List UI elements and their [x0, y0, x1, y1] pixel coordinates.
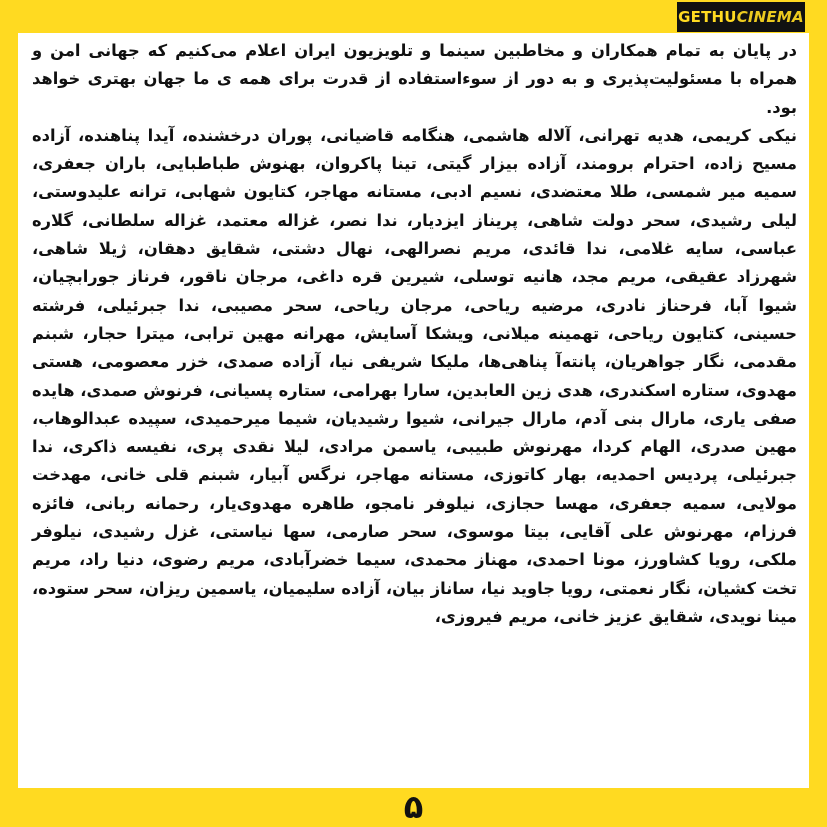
brand-logo [677, 2, 805, 32]
statement-text-panel [18, 33, 809, 788]
statement-intro: در پایان به تمام همکاران و مخاطبین سینما و تلویزیون ایران اعلام می‌کنیم که جهانی امن و همراه با مسئولیت‌پذیری و به دور از سوءاستفاده از قدرت برای همه ی ما جهان بهتری خواهد بود. [32, 41, 797, 117]
signatories-list: نیکی کریمی، هدیه تهرانی، آلاله هاشمی، هنگامه قاضیانی، پوران درخشنده، آیدا پناهنده، آزاده مسیح زاده، احترام برومند، آزاده بیزار گیتی، تینا پاکروان، بهنوش طباطبایی، باران جعفری، سمیه میر شمسی، طلا معتضدی، نسیم ادبی، مستانه مهاجر، کتایون شهابی، ترانه علیدوستی، لیلی رشیدی، سحر دولت شاهی، پریناز ایزدیار، ندا نصر، غزاله معتمد، غزاله سلطانی، گلاره عباسی، سایه غلامی، ندا قائدی، مریم نصرالهی، نهال دشتی، شقایق دهقان، ژیلا شاهی، شهرزاد عقیقی، مریم مجد، هانیه توسلی، شیرین قره داغی، مرجان ناقور، فرناز جورابچیان، شیوا آبا، فرحناز نادری، مرضیه ریاحی، مرجان ریاحی، سحر مصیبی، ندا جبرئیلی، فرشته حسینی، کتایون ریاحی، تهمینه میلانی، ویشکا آسایش، مهرانه مهین ترابی، میترا حجار، شبنم مقدمی، نگار جواهریان، پانته‌آ پناهی‌ها، ملیکا شریفی نیا، آزاده صمدی، خزر معصومی، هستی مهدوی، ستاره اسکندری، هدی زین العابدین، سارا بهرامی، ستاره پسیانی، فرنوش صمدی، هایده صفی یاری، مارال بنی آدم، مارال جیرانی، شیوا رشیدیان، شیما میرحمیدی، سپیده عبدالوهاب، مهین صدری، الهام کردا، مهرنوش طبیبی، یاسمن مرادی، لیلا نقدی پری، نفیسه ذاکری، ندا جبرئیلی، پردیس احمدیه، بهار کاتوزی، مستانه مهاجر، نرگس آبیار، شبنم قلی خانی، مهدخت مولایی، سمیه جعفری، مهسا حجازی، نیلوفر نامجو، طاهره مهدوی‌یار، رحمانه ربانی، فائزه فرزام، مهرنوش علی آقایی، بیتا موسوی، سحر صارمی، سها نیاستی، غزل رشیدی، نیلوفر ملکی، رویا کشاورز، مونا احمدی، مهناز محمدی، سیما خضرآبادی، مریم رضوی، دنیا راد، مریم تخت کشیان، نگار نعمتی، رویا جاوید نیا، ساناز بیان، آزاده سلیمیان، یاسمین ریزان، سحر ستوده، مینا نویدی، شقایق عزیز خانی، مریم فیروزی، [32, 125, 797, 626]
brand-logo-part-1: GETHU [678, 8, 737, 26]
brand-logo-part-2: CINEMA [736, 8, 804, 26]
statement-text [32, 37, 797, 631]
page-number: ۵ [403, 788, 424, 826]
